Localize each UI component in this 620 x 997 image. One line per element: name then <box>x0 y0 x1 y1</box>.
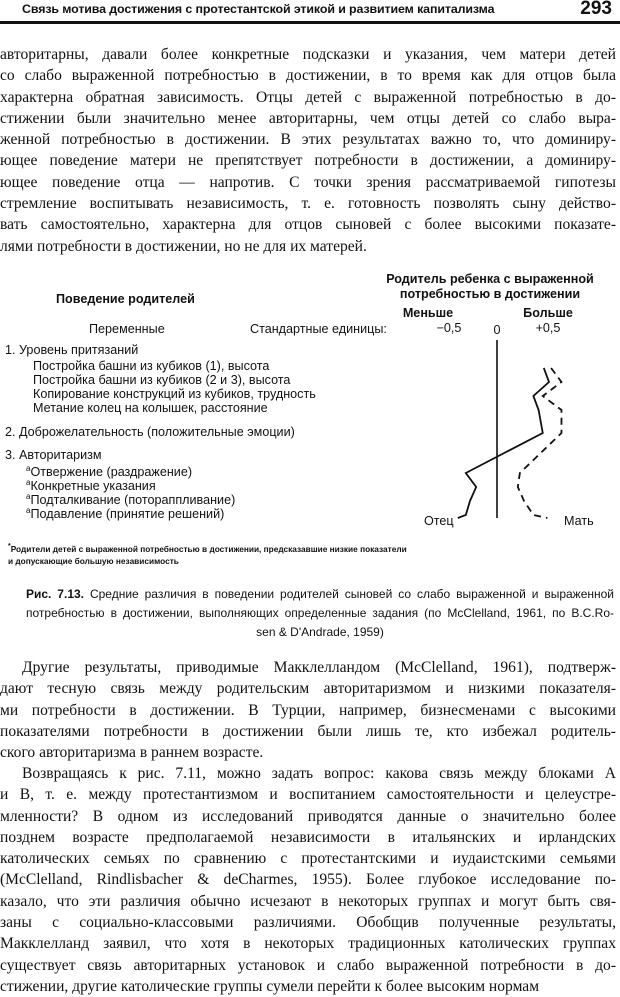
note-marker: a <box>26 464 31 473</box>
footnote-line-2: и допускающие большую независимость <box>8 555 179 566</box>
text-line: стижении были значительно менее авторитарны, чем отцы детей со слабо выра- <box>0 109 616 127</box>
text-line: стижении, другие католические группы сумели перейти к более высоким нормам <box>0 977 540 995</box>
caption-text: sen & D'Andrade, 1959) <box>256 625 384 639</box>
series-label-mother: Мать <box>564 514 594 528</box>
text-line: позднем возрасте предполагаемой независимости в итальянских и ирландских <box>0 828 616 846</box>
figure-7-13 <box>0 268 620 648</box>
text-line: католических семьях по сравнению с протестантскими и иудаистскими семьями <box>0 850 616 868</box>
axis-more-label: Больше <box>523 306 573 320</box>
text-line: лями потребности в достижении, но не для их матерей. <box>0 237 367 255</box>
text-line: Другие результаты, приводимые Макклелландом (McClelland, 1961), подтверж- <box>22 659 616 676</box>
text-line: ми потребности в достижении. В Турции, например, бизнесменами с высокими <box>0 701 616 719</box>
figure-footnote <box>8 541 407 567</box>
item-label-text: Отвержение (раздражение) <box>30 465 193 480</box>
running-header-title: Связь мотива достижения с протестантской этикой и развитием капитализма <box>22 2 495 16</box>
item-label-text: Постройка башни из кубиков (2 и 3), высота <box>33 373 291 387</box>
units-label: Стандартные единицы: <box>250 322 387 336</box>
text-line: ского авторитаризма в раннем возрасте. <box>0 744 264 762</box>
paragraph-2 <box>0 657 616 763</box>
note-marker: a <box>26 492 31 501</box>
item-label-text: Метание колец на колышек, расстояние <box>33 401 268 415</box>
item-label <box>33 387 316 401</box>
item-label <box>26 506 224 521</box>
item-label-text: Постройка башни из кубиков (1), высота <box>33 359 270 373</box>
caption-line <box>26 623 614 642</box>
header-rule <box>0 21 620 24</box>
text-line: ющее поведение отца — напротив. С точки зрения рассматриваемой гипотезы <box>0 173 616 191</box>
text-line: Возвращаясь к рис. 7.11, можно задать вопрос: какова связь между блоками A <box>22 765 616 782</box>
text-line: и B, т. е. между протестантизмом и воспитанием самостоятельности и целеустре- <box>0 786 616 804</box>
text-line: дают тесную связь между родительским авторитаризмом и низкими показателя- <box>0 680 616 698</box>
caption-text: потребностью в достижении, выполняющих определенные задания (по McClelland, 1961, по B.C.Ro- <box>26 606 614 620</box>
item-label <box>26 464 192 479</box>
text-line: мленности? В одном из исследований приводятся данные о значительно более <box>0 807 616 825</box>
item-label-text: Конкретные указания <box>30 479 156 494</box>
text-line: авторитарны, давали более конкретные подсказки и указания, чем матери детей <box>0 46 616 63</box>
caption-line <box>26 604 614 623</box>
item-label <box>26 492 235 507</box>
tick-label-minus: −0,5 <box>436 321 462 335</box>
series-label-father: Отец <box>424 514 454 528</box>
text-line: ющее поведение матери не препятствует потребности в достижении, а доминиру- <box>0 152 616 170</box>
group-label: 1. Уровень притязаний <box>5 343 139 357</box>
item-label <box>33 359 269 373</box>
text-line: (McClelland, Rindlisbacher & deCharmes, 1955). Более глубокое исследование по- <box>0 871 616 889</box>
tick-label-zero: 0 <box>493 323 501 337</box>
item-label-text: Подавление (принятие решений) <box>30 507 225 522</box>
chart-title-line-1: Родитель ребенка с выраженной <box>386 272 594 286</box>
chart-title-line-2: потребностью в достижении <box>399 287 581 301</box>
text-line: существует связь авторитарных установок и слабо выраженной потребности в до- <box>0 956 616 974</box>
text-line: характерна обратная зависимость. Отцы детей с выраженной потребностью в до- <box>0 88 616 106</box>
series-line-father <box>458 368 549 518</box>
note-marker: a <box>26 478 31 487</box>
paragraph-3 <box>0 763 616 997</box>
item-label <box>26 478 156 493</box>
item-label-text: Копирование конструкций из кубиков, трудность <box>33 387 316 401</box>
text-line: Макклелланд заявил, что хотя в некоторых традиционных католических группах <box>0 935 616 953</box>
footnote-line-1: Родители детей с выраженной потребностью в достижении, предсказавшие низкие показатели <box>10 543 407 554</box>
note-marker: a <box>26 506 31 515</box>
text-line: заны с социально-классовыми различиями. Обобщив полученные результаты, <box>0 914 616 932</box>
item-label <box>33 401 268 415</box>
group-label: 3. Авторитаризм <box>5 448 102 462</box>
group-label: 2. Доброжелательность (положительные эмоции) <box>5 425 295 439</box>
item-label-text: Подталкивание (потораппливание) <box>30 493 236 508</box>
caption-text: Средние различия в поведении родителей сыновей со слабо выраженной и выраженной <box>89 587 615 601</box>
footnote-marker: * <box>8 543 11 550</box>
text-line: вать самостоятельно, характерна для отцов сыновей с более высокими показате- <box>0 216 616 234</box>
caption-line <box>26 585 614 604</box>
axis-less-label: Меньше <box>402 306 454 320</box>
running-header <box>0 0 620 24</box>
figure-caption <box>26 585 614 642</box>
page-number: 293 <box>580 0 612 19</box>
caption-label: Рис. 7.13. <box>26 587 90 601</box>
text-line: со слабо выраженной потребностью в достижении, в то время как для отцов была <box>0 67 616 85</box>
left-heading: Поведение родителей <box>56 292 195 306</box>
text-line: казало, что эти различия обычно исчезают в некоторых группах и могут быть свя- <box>0 892 616 910</box>
paragraph-1 <box>0 44 616 257</box>
text-line: женной потребностью в достижении. В этих результатах важно то, что доминиру- <box>0 131 616 149</box>
text-line: стремление воспитывать независимость, т. е. готовность позволять сыну действо- <box>0 195 616 213</box>
text-line: показателями потребности в достижении были лишь те, кто избежал родитель- <box>0 722 616 740</box>
tick-label-plus: +0,5 <box>535 321 561 335</box>
variables-label: Переменные <box>89 322 165 336</box>
item-label <box>33 373 290 387</box>
